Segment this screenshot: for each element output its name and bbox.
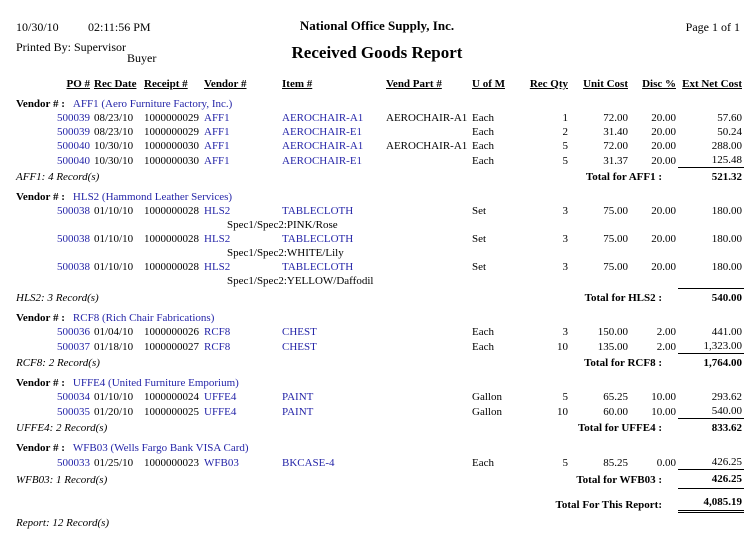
report-total-spacer xyxy=(14,489,520,512)
rec-date-cell: 08/23/10 xyxy=(94,112,134,124)
uom-cell: Set xyxy=(472,205,487,217)
receipt-cell: 1000000024 xyxy=(144,391,199,403)
vendor-name-link[interactable]: HLS2 (Hammond Leather Services) xyxy=(72,191,233,203)
vendor-number-label: Vendor # : xyxy=(16,377,65,389)
buyer-label: Buyer xyxy=(127,51,157,65)
col-header-item: Item # xyxy=(282,78,313,90)
vendor-name-link[interactable]: WFB03 (Wells Fargo Bank VISA Card) xyxy=(72,442,249,454)
vendor-link[interactable]: AFF1 xyxy=(204,154,230,167)
group-record-count: RCF8: 2 Record(s) xyxy=(16,357,100,369)
disc-cell: 20.00 xyxy=(651,261,676,273)
rec-date-cell: 01/20/10 xyxy=(94,405,134,418)
receipt-cell: 1000000027 xyxy=(144,340,199,353)
rec-qty-cell: 10 xyxy=(557,405,568,418)
print-time: 02:11:56 PM xyxy=(88,20,151,34)
unit-cost-cell: 31.40 xyxy=(603,126,628,138)
group-footer-row xyxy=(14,470,744,489)
vendor-link[interactable]: RCF8 xyxy=(204,340,231,353)
spec-cell: Spec1/Spec2:WHITE/Lily xyxy=(227,247,344,259)
vendor-link[interactable]: UFFE4 xyxy=(204,405,237,418)
disc-cell: 20.00 xyxy=(651,233,676,245)
report-total-row xyxy=(14,489,744,512)
rec-date-cell: 01/10/10 xyxy=(94,391,134,403)
company-name: National Office Supply, Inc. xyxy=(299,18,455,33)
col-header-vendor: Vendor # xyxy=(204,78,247,90)
vend-part-cell xyxy=(384,153,470,168)
disc-cell: 0.00 xyxy=(656,456,676,469)
disc-cell: 20.00 xyxy=(651,154,676,167)
group-total-label: Total for AFF1 : xyxy=(585,171,662,183)
col-header-rec-date: Rec Date xyxy=(94,78,137,90)
vend-part-cell: AEROCHAIR-A1 xyxy=(386,140,468,152)
rec-qty-cell: 3 xyxy=(562,261,568,273)
disc-cell: 20.00 xyxy=(651,140,676,152)
item-link[interactable]: AEROCHAIR-E1 xyxy=(282,154,363,167)
vend-part-cell xyxy=(384,339,470,354)
po-link[interactable]: 500033 xyxy=(57,456,90,469)
vendor-group-header xyxy=(14,372,744,390)
group-total-value: 833.62 xyxy=(678,419,744,438)
vend-part-cell xyxy=(384,455,470,470)
vendor-number-label: Vendor # : xyxy=(16,191,65,203)
ext-net-cost-cell: 180.00 xyxy=(711,233,742,245)
receipt-cell: 1000000029 xyxy=(144,126,199,138)
unit-cost-cell: 65.25 xyxy=(603,391,628,403)
unit-cost-cell: 150.00 xyxy=(597,326,628,338)
item-link[interactable]: PAINT xyxy=(282,391,314,403)
po-link[interactable]: 500040 xyxy=(57,140,90,152)
group-total-value: 521.32 xyxy=(678,168,744,187)
disc-cell: 20.00 xyxy=(651,112,676,124)
receipt-line-row xyxy=(14,111,744,125)
vend-part-cell xyxy=(384,390,470,404)
column-header-row xyxy=(14,76,744,93)
group-footer-row xyxy=(14,419,744,438)
po-link[interactable]: 500037 xyxy=(57,340,90,353)
uom-cell: Set xyxy=(472,233,487,245)
group-record-count: WFB03: 1 Record(s) xyxy=(16,473,108,486)
vendor-name-link[interactable]: UFFE4 (United Furniture Emporium) xyxy=(72,377,239,389)
ext-net-cost-cell: 293.62 xyxy=(711,391,742,403)
rec-date-cell: 01/25/10 xyxy=(94,456,134,469)
ext-net-cost-cell: 288.00 xyxy=(711,140,742,152)
receipt-line-row xyxy=(14,139,744,153)
rec-date-cell: 01/10/10 xyxy=(94,261,134,273)
uom-cell: Each xyxy=(472,340,494,353)
item-link[interactable]: BKCASE-4 xyxy=(282,456,335,469)
report-table-body xyxy=(14,93,744,530)
spec-row xyxy=(14,218,744,232)
vendor-link[interactable]: AFF1 xyxy=(204,126,230,138)
unit-cost-cell: 31.37 xyxy=(603,154,628,167)
col-header-uom: U of M xyxy=(472,78,505,90)
unit-cost-cell: 60.00 xyxy=(603,405,628,418)
vendor-group-header xyxy=(14,186,744,204)
rec-qty-cell: 1 xyxy=(562,112,568,124)
col-header-receipt: Receipt # xyxy=(144,78,188,90)
ext-net-cost-cell: 540.00 xyxy=(711,405,742,417)
receipt-line-row xyxy=(14,404,744,419)
report-record-count-row xyxy=(14,512,744,531)
po-link[interactable]: 500039 xyxy=(57,112,90,124)
spec-cell: Spec1/Spec2:YELLOW/Daffodil xyxy=(227,275,374,287)
ext-net-cost-cell: 441.00 xyxy=(711,326,742,338)
vendor-number-label: Vendor # : xyxy=(16,442,65,454)
page-number: Page 1 of 1 xyxy=(685,20,740,34)
vendor-group-header xyxy=(14,437,744,455)
vendor-name-link[interactable]: AFF1 (Aero Furniture Factory, Inc.) xyxy=(72,98,233,110)
vendor-link[interactable]: RCF8 xyxy=(204,326,231,338)
group-record-count: HLS2: 3 Record(s) xyxy=(16,292,99,304)
item-link[interactable]: TABLECLOTH xyxy=(282,205,354,217)
uom-cell: Each xyxy=(472,112,494,124)
spec-cell: Spec1/Spec2:PINK/Rose xyxy=(227,219,338,231)
po-link[interactable]: 500038 xyxy=(57,233,90,245)
vendor-number-label: Vendor # : xyxy=(16,98,65,110)
col-header-vend-part: Vend Part # xyxy=(386,78,442,90)
receipt-line-row xyxy=(14,339,744,354)
unit-cost-cell: 75.00 xyxy=(603,205,628,217)
receipt-cell: 1000000029 xyxy=(144,112,199,124)
disc-cell: 20.00 xyxy=(651,126,676,138)
rec-date-cell: 10/30/10 xyxy=(94,140,134,152)
unit-cost-cell: 135.00 xyxy=(597,340,628,353)
po-link[interactable]: 500040 xyxy=(57,154,90,167)
group-total-label: Total for UFFE4 : xyxy=(577,422,662,434)
vendor-link[interactable]: HLS2 xyxy=(204,233,231,245)
vendor-number-label: Vendor # : xyxy=(16,312,65,324)
receipt-cell: 1000000030 xyxy=(144,140,199,152)
unit-cost-cell: 72.00 xyxy=(603,112,628,124)
receipt-cell: 1000000025 xyxy=(144,405,199,418)
uom-cell: Each xyxy=(472,140,494,152)
vend-part-cell xyxy=(384,325,470,339)
receipt-cell: 1000000028 xyxy=(144,205,199,217)
rec-date-cell: 01/10/10 xyxy=(94,205,134,217)
uom-cell: Gallon xyxy=(472,391,502,403)
vend-part-cell xyxy=(384,125,470,139)
receipt-line-row xyxy=(14,390,744,404)
group-record-count: AFF1: 4 Record(s) xyxy=(16,171,100,183)
vend-part-cell xyxy=(384,204,470,218)
group-record-count: UFFE4: 2 Record(s) xyxy=(16,422,108,434)
po-link[interactable]: 500034 xyxy=(57,391,90,403)
uom-cell: Each xyxy=(472,126,494,138)
uom-cell: Gallon xyxy=(472,405,502,418)
unit-cost-cell: 75.00 xyxy=(603,233,628,245)
vendor-link[interactable]: HLS2 xyxy=(204,261,231,273)
ext-net-cost-cell: 50.24 xyxy=(717,126,742,138)
uom-cell: Each xyxy=(472,326,494,338)
report-total-label: Total For This Report: xyxy=(555,498,662,511)
group-total-label: Total for HLS2 : xyxy=(584,292,662,304)
report-title: Received Goods Report xyxy=(291,43,463,62)
receipt-cell: 1000000030 xyxy=(144,154,199,167)
receipt-cell: 1000000026 xyxy=(144,326,199,338)
ext-net-cost-cell: 57.60 xyxy=(717,112,742,124)
po-link[interactable]: 500036 xyxy=(57,326,90,338)
vendor-header-cell xyxy=(14,307,744,325)
report-table xyxy=(14,76,744,530)
unit-cost-cell: 75.00 xyxy=(603,261,628,273)
vendor-header-cell xyxy=(14,93,744,111)
vend-part-cell: AEROCHAIR-A1 xyxy=(386,112,468,124)
receipt-line-row xyxy=(14,204,744,218)
spec-row xyxy=(14,246,744,260)
receipt-line-row xyxy=(14,232,744,246)
rec-date-cell: 01/18/10 xyxy=(94,340,134,353)
report-total-value: 4,085.19 xyxy=(678,489,744,512)
receipt-cell: 1000000023 xyxy=(144,456,199,469)
vendor-link[interactable]: AFF1 xyxy=(204,140,230,152)
receipt-cell: 1000000028 xyxy=(144,261,199,273)
disc-cell: 10.00 xyxy=(651,391,676,403)
po-link[interactable]: 500038 xyxy=(57,205,90,217)
disc-cell: 2.00 xyxy=(656,326,676,338)
vendor-header-cell xyxy=(14,372,744,390)
vendor-group-header xyxy=(14,93,744,111)
vend-part-cell xyxy=(384,404,470,419)
vendor-header-cell xyxy=(14,437,744,455)
rec-qty-cell: 5 xyxy=(562,140,568,152)
ext-net-cost-cell: 1,323.00 xyxy=(703,340,742,352)
item-link[interactable]: TABLECLOTH xyxy=(282,233,354,245)
vendor-link[interactable]: UFFE4 xyxy=(204,391,237,403)
group-total-label: Total for WFB03 : xyxy=(576,473,662,486)
vendor-name-link[interactable]: RCF8 (Rich Chair Fabrications) xyxy=(72,312,215,324)
receipt-line-row xyxy=(14,260,744,274)
col-header-unit-cost: Unit Cost xyxy=(583,78,628,90)
item-link[interactable]: CHEST xyxy=(282,326,317,338)
group-footer-row xyxy=(14,168,744,187)
print-date: 10/30/10 xyxy=(16,20,59,34)
rec-qty-cell: 3 xyxy=(562,326,568,338)
receipt-line-row xyxy=(14,125,744,139)
item-link[interactable]: CHEST xyxy=(282,340,317,353)
rec-qty-cell: 2 xyxy=(562,126,568,138)
group-total-value: 540.00 xyxy=(678,289,744,308)
rec-qty-cell: 10 xyxy=(557,340,568,353)
col-header-po: PO # xyxy=(66,78,90,90)
group-total-value: 426.25 xyxy=(678,470,744,489)
col-header-ext-net-cost: Ext Net Cost xyxy=(682,78,742,90)
rec-date-cell: 01/04/10 xyxy=(94,326,134,338)
report-record-count: Report: 12 Record(s) xyxy=(16,517,110,529)
group-total-label: Total for RCF8 : xyxy=(584,357,662,369)
uom-cell: Each xyxy=(472,456,494,469)
rec-qty-cell: 5 xyxy=(562,391,568,403)
vendor-link[interactable]: WFB03 xyxy=(204,456,239,469)
col-header-rec-qty: Rec Qty xyxy=(529,78,568,90)
group-total-value: 1,764.00 xyxy=(678,354,744,373)
ext-net-cost-cell: 180.00 xyxy=(711,205,742,217)
rec-date-cell: 01/10/10 xyxy=(94,233,134,245)
vend-part-cell xyxy=(384,260,470,274)
rec-qty-cell: 5 xyxy=(562,456,568,469)
po-link[interactable]: 500038 xyxy=(57,261,90,273)
ext-net-cost-cell: 426.25 xyxy=(711,456,742,468)
disc-cell: 20.00 xyxy=(651,205,676,217)
unit-cost-cell: 72.00 xyxy=(603,140,628,152)
item-link[interactable]: AEROCHAIR-A1 xyxy=(282,140,364,152)
item-link[interactable]: AEROCHAIR-E1 xyxy=(282,126,363,138)
ext-net-cost-cell: 180.00 xyxy=(711,261,742,273)
vendor-group-header xyxy=(14,307,744,325)
vendor-link[interactable]: HLS2 xyxy=(204,205,231,217)
po-link[interactable]: 500039 xyxy=(57,126,90,138)
uom-cell: Set xyxy=(472,261,487,273)
item-link[interactable]: AEROCHAIR-A1 xyxy=(282,112,364,124)
vendor-header-cell xyxy=(14,186,744,204)
receipt-line-row xyxy=(14,455,744,470)
col-header-disc: Disc % xyxy=(642,78,676,90)
vend-part-cell xyxy=(384,232,470,246)
rec-date-cell: 08/23/10 xyxy=(94,126,134,138)
rec-qty-cell: 5 xyxy=(562,154,568,167)
rec-date-cell: 10/30/10 xyxy=(94,154,134,167)
receipt-line-row xyxy=(14,153,744,168)
printed-by-label: Printed By: Supervisor xyxy=(16,40,126,54)
vendor-link[interactable]: AFF1 xyxy=(204,112,230,124)
po-link[interactable]: 500035 xyxy=(57,405,90,418)
item-link[interactable]: TABLECLOTH xyxy=(282,261,354,273)
rec-qty-cell: 3 xyxy=(562,233,568,245)
uom-cell: Each xyxy=(472,154,494,167)
rec-qty-cell: 3 xyxy=(562,205,568,217)
disc-cell: 2.00 xyxy=(656,340,676,353)
ext-net-cost-cell: 125.48 xyxy=(711,154,742,166)
receipt-line-row xyxy=(14,325,744,339)
receipt-cell: 1000000028 xyxy=(144,233,199,245)
spec-row xyxy=(14,274,744,289)
unit-cost-cell: 85.25 xyxy=(603,456,628,469)
group-footer-row xyxy=(14,354,744,373)
group-footer-row xyxy=(14,289,744,308)
disc-cell: 10.00 xyxy=(651,405,676,418)
item-link[interactable]: PAINT xyxy=(282,405,314,418)
